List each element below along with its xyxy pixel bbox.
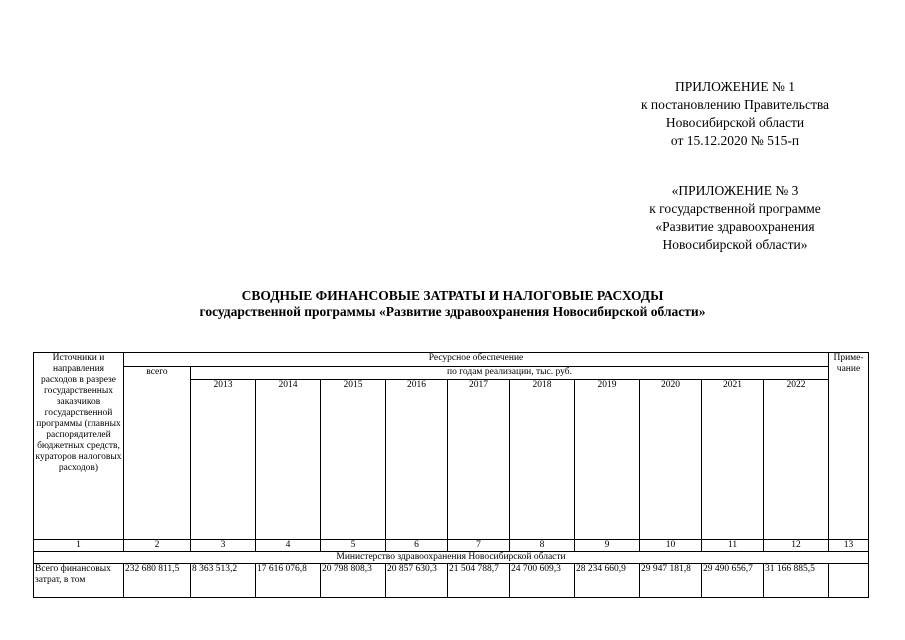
column-number: 10 (640, 540, 702, 552)
appendix-3-line-3: «Развитие здравоохранения (655, 219, 815, 234)
header-year: 2021 (702, 380, 764, 540)
total-value-cell: 24 700 609,3 (510, 564, 575, 598)
header-resources: Ресурсное обеспечение (124, 353, 829, 367)
appendix-1-line-1: ПРИЛОЖЕНИЕ № 1 (674, 79, 796, 94)
column-number: 2 (124, 540, 191, 552)
column-number: 13 (829, 540, 869, 552)
header-year: 2013 (191, 380, 256, 540)
header-sources: Источники и направления расходов в разрезе государственных заказчиков государственной программы (главных распорядителей бюджетных средств, кураторов налоговых расходов) (34, 353, 124, 540)
appendix-3-header (600, 182, 870, 254)
header-year: 2016 (386, 380, 448, 540)
header-total: всего (124, 367, 191, 540)
document-title (0, 288, 905, 320)
header-year: 2015 (321, 380, 386, 540)
document-title-line-1: СВОДНЫЕ ФИНАНСОВЫЕ ЗАТРАТЫ И НАЛОГОВЫЕ РАСХОДЫ (241, 288, 664, 303)
appendix-3-line-1: «ПРИЛОЖЕНИЕ № 3 (671, 183, 799, 198)
column-number: 11 (702, 540, 764, 552)
total-value-cell: 8 363 513,2 (191, 564, 256, 598)
header-year: 2017 (448, 380, 510, 540)
appendix-1-header (600, 78, 870, 150)
row-total-label: Всего финансовых затрат, в том (34, 564, 124, 598)
appendix-1-line-3: Новосибирской области (665, 115, 805, 130)
total-value-cell: 29 947 181,8 (640, 564, 702, 598)
appendix-3-line-2: к государственной программе (649, 201, 821, 216)
total-value-cell: 20 857 630,3 (386, 564, 448, 598)
header-year: 2014 (256, 380, 321, 540)
financial-table (33, 352, 869, 598)
column-number: 6 (386, 540, 448, 552)
column-number: 9 (575, 540, 640, 552)
total-note-cell (829, 564, 869, 598)
total-value-cell: 21 504 788,7 (448, 564, 510, 598)
column-number: 5 (321, 540, 386, 552)
header-year: 2019 (575, 380, 640, 540)
total-value-cell: 20 798 808,3 (321, 564, 386, 598)
header-year: 2022 (764, 380, 829, 540)
total-value-cell: 29 490 656,7 (702, 564, 764, 598)
header-year: 2020 (640, 380, 702, 540)
appendix-1-line-2: к постановлению Правительства (640, 97, 830, 112)
column-number: 3 (191, 540, 256, 552)
header-by-years: по годам реализации, тыс. руб. (191, 367, 829, 380)
column-number: 12 (764, 540, 829, 552)
column-number: 4 (256, 540, 321, 552)
header-year: 2018 (510, 380, 575, 540)
column-number: 8 (510, 540, 575, 552)
total-value-cell: 232 680 811,5 (124, 564, 191, 598)
appendix-1-line-4: от 15.12.2020 № 515-п (670, 133, 800, 148)
total-value-cell: 28 234 660,9 (575, 564, 640, 598)
document-title-line-2: государственной программы «Развитие здравоохранения Новосибирской области» (199, 304, 706, 319)
total-value-cell: 17 616 076,8 (256, 564, 321, 598)
total-value-cell: 31 166 885,5 (764, 564, 829, 598)
column-number: 7 (448, 540, 510, 552)
ministry-row: Министерство здравоохранения Новосибирской области (34, 552, 869, 564)
column-number: 1 (34, 540, 124, 552)
appendix-3-line-4: Новосибирской области» (662, 237, 808, 252)
header-note: Приме-чание (829, 353, 869, 540)
